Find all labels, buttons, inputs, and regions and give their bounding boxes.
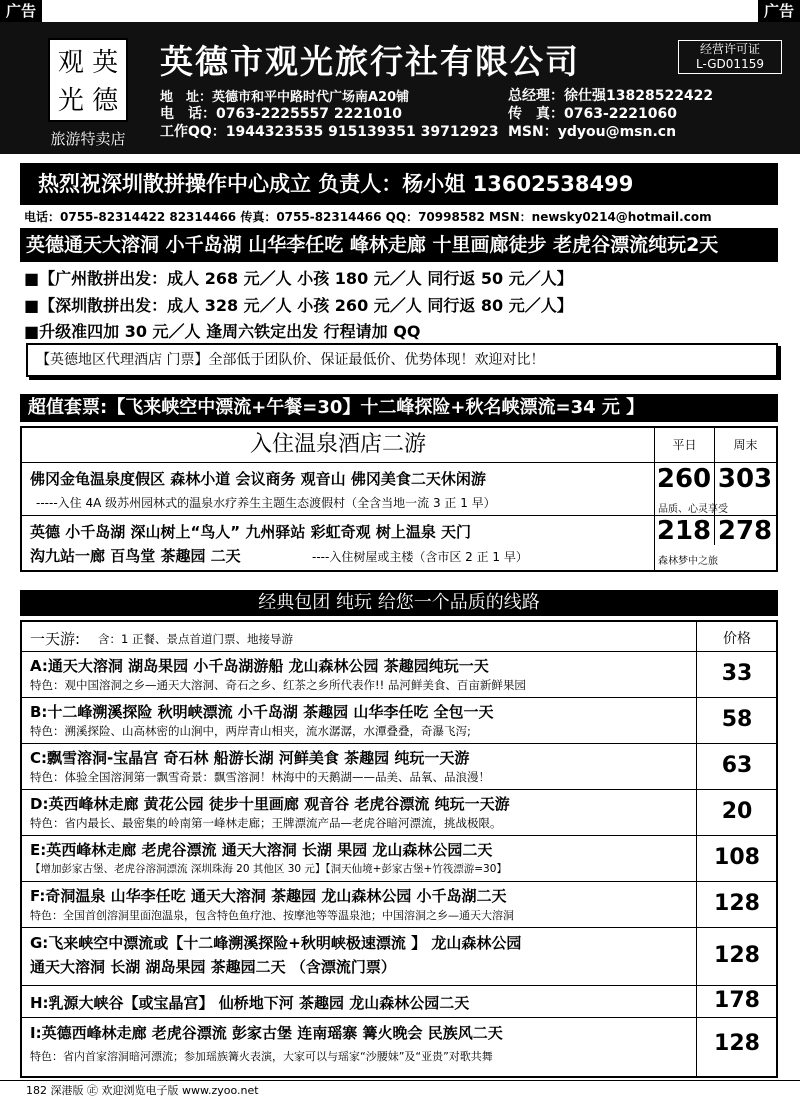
tour-feature: 特色：溯溪探险、山高林密的山涧中，两岸青山相夹，流水潺潺，水潭叠叠，奇瀑飞泻; [30,724,471,738]
spring-row1-detail: -----入住 4A 级苏州园林式的温泉水疗养生主题生态渡假村（全含当地一流 3 正 1 早） [36,496,496,510]
agency-logo [48,38,128,122]
tour-price: 128 [714,943,760,968]
tour-name: G:飞来峡空中漂流或【十二峰溯溪探险+秋明峡极速漂流 】 龙山森林公园 [30,934,522,952]
tour-row [22,698,776,744]
tour-feature: 特色：全国首创溶洞里面泡温泉，包含特色鱼疗池、按摩池等等温泉池；中国溶洞之乡—通天大溶洞 [30,909,514,922]
logo-caption: 旅游特卖店 [50,130,126,148]
weekday-header: 平日 [654,428,714,462]
work-qq: 工作QQ：1944323535 915139351 39712923 [160,124,499,140]
tour-price: 178 [714,988,760,1013]
ad-label-right: 广告 [758,0,800,22]
tour-row [22,1018,776,1076]
tour-price: 33 [721,661,753,686]
weekend-header: 周末 [714,428,776,462]
group-tour-title: 英德通天大溶洞 小千岛湖 山华李任吃 峰林走廊 十里画廊徒步 老虎谷漂流纯玩2天 [20,228,778,262]
guangzhou-price-line: ■【广州散拼出发：成人 268 元／人 小孩 180 元／人 同行返 50 元／人】 [24,269,573,288]
spring-row1-tag: 品质、心灵享受 [658,504,728,515]
spring-row2-weekend-price: 278 [717,516,773,546]
tour-row [22,836,776,882]
day-tour-label: 一天游: [30,630,81,648]
spring-row1-name: 佛冈金龟温泉度假区 森林小道 会议商务 观音山 佛冈美食二天休闲游 [30,470,486,488]
classic-tours-title: 经典包团 纯玩 给您一个品质的线路 [20,590,778,616]
tour-name: F:奇洞温泉 山华李任吃 通天大溶洞 茶趣园 龙山森林公园 小千岛湖二天 [30,887,507,905]
row-divider [22,462,776,463]
tour-name: I:英德西峰林走廊 老虎谷漂流 彭家古堡 连南瑶寨 篝火晚会 民族风二天 [30,1024,503,1042]
tour-name: B:十二峰溯溪探险 秋明峡漂流 小千岛湖 茶趣园 山华李任吃 全包一天 [30,703,494,721]
classic-tours-table [20,620,778,1078]
tour-row [22,882,776,928]
company-name: 英德市观光旅行社有限公司 [160,42,580,81]
msn: MSN：ydyou@msn.cn [508,124,677,140]
tour-row [22,744,776,790]
hot-spring-title: 入住温泉酒店二游 [249,432,426,457]
day-tour-note: 含：1 正餐、景点首道门票、地接导游 [98,632,293,646]
manager: 总经理：徐仕强13828522422 [508,88,714,104]
spring-row2-name-cont: 沟九站一廊 百鸟堂 茶趣园 二天 [30,547,241,565]
phone: 电 话：0763-2225557 2221010 [160,106,403,122]
fax: 传 真：0763-2221060 [508,106,677,122]
address: 地 址：英德市和平中路时代广场南A20铺 [160,90,410,105]
license-label: 经营许可证 [699,42,760,56]
hotel-agent-note: 【英德地区代理酒店 门票】全部低于团队价、保证最低价、优势体现！欢迎对比！ [26,343,778,377]
tour-name: E:英西峰林走廊 老虎谷漂流 通天大溶洞 长湖 果园 龙山森林公园二天 [30,841,493,859]
tour-feature: 特色：观中国溶洞之乡—通天大溶洞、奇石之乡、红茶之乡所代表作!! 品河鲜美食、百亩新鲜果园 [30,678,526,692]
tour-price: 20 [721,799,753,824]
tour-feature: 特色：体验全国溶洞第一飘雪奇景：飘雪溶洞！林海中的天鹅湖——品美、品氧、品浪漫！ [30,770,490,784]
tour-name: D:英西峰林走廊 黄花公园 徒步十里画廊 观音谷 老虎谷漂流 纯玩一天游 [30,795,510,813]
spring-row1-weekday-price: 260 [656,464,712,494]
tour-price: 128 [714,891,760,916]
spring-row1-weekend-price: 303 [717,464,773,494]
tour-row [22,790,776,836]
tour-row [22,652,776,698]
tour-row [22,986,776,1018]
shenzhen-contact: 电话：0755-82314422 82314466 传真：0755-82314466 QQ：70998582 MSN：newsky0214@hotmail.com [24,210,712,224]
tour-row [22,928,776,986]
license-number: L-GD01159 [696,57,764,71]
opening-banner: 热烈祝深圳散拼操作中心成立 负责人：杨小姐 13602538499 [20,163,778,205]
tour-name-cont: 通天大溶洞 长湖 湖岛果园 茶趣园二天 （含漂流门票） [30,958,396,976]
page-footer: 182 深港版 ㊣ 欢迎浏览电子版 www.zyoo.net [0,1080,800,1100]
upgrade-line: ■升级准四加 30 元／人 逢周六铁定出发 行程请加 QQ [24,322,421,341]
tour-price: 63 [721,753,753,778]
tour-name: C:飘雪溶洞-宝晶宫 奇石林 船游长湖 河鲜美食 茶趣园 纯玩一天游 [30,749,470,767]
logo-text-top: 观 英 [57,48,119,78]
spring-row2-weekday-price: 218 [656,516,712,546]
package-ticket-bar: 超值套票:【飞来峡空中漂流+午餐=30】十二峰探险+秋名峡漂流=34 元 】 [20,394,778,422]
hot-spring-table [20,426,778,572]
tour-price: 108 [714,845,760,870]
tour-feature: 【增加彭家古堡、老虎谷溶洞漂流 深圳珠海 20 其他区 30 元】【洞天仙境+彭家古堡+竹筏漂游=30】 [30,863,507,875]
tour-feature: 特色：省内首家溶洞暗河漂流；参加瑶族篝火表演，大家可以与瑶家“沙腰妹”及“亚贵”对歌共舞 [30,1050,493,1063]
day-tour-header [22,622,776,652]
spring-row2-detail: ----入住树屋或主楼（含市区 2 正 1 早） [312,550,528,564]
tour-name: H:乳源大峡谷【或宝晶宫】 仙桥地下河 茶趣园 龙山森林公园二天 [30,994,470,1012]
spring-row2-tag: 森林梦中之旅 [658,556,718,567]
license-box [678,40,782,74]
tour-price: 58 [721,707,753,732]
agency-header [0,22,800,154]
tour-feature: 特色：省内最长、最密集的岭南第一峰林走廊；王牌漂流产品—老虎谷暗河漂流，挑战极限。 [30,816,502,830]
tour-price: 128 [714,1031,760,1056]
spring-row2-name: 英德 小千岛湖 深山树上“鸟人” 九州驿站 彩虹奇观 树上温泉 天门 [30,523,472,541]
logo-text-bottom: 光 德 [57,86,119,116]
ad-label-left: 广告 [0,0,42,22]
shenzhen-price-line: ■【深圳散拼出发：成人 328 元／人 小孩 260 元／人 同行返 80 元／人】 [24,296,573,315]
tour-name: A:通天大溶洞 湖岛果园 小千岛湖游船 龙山森林公园 茶趣园纯玩一天 [30,657,489,675]
price-header: 价格 [723,631,751,647]
